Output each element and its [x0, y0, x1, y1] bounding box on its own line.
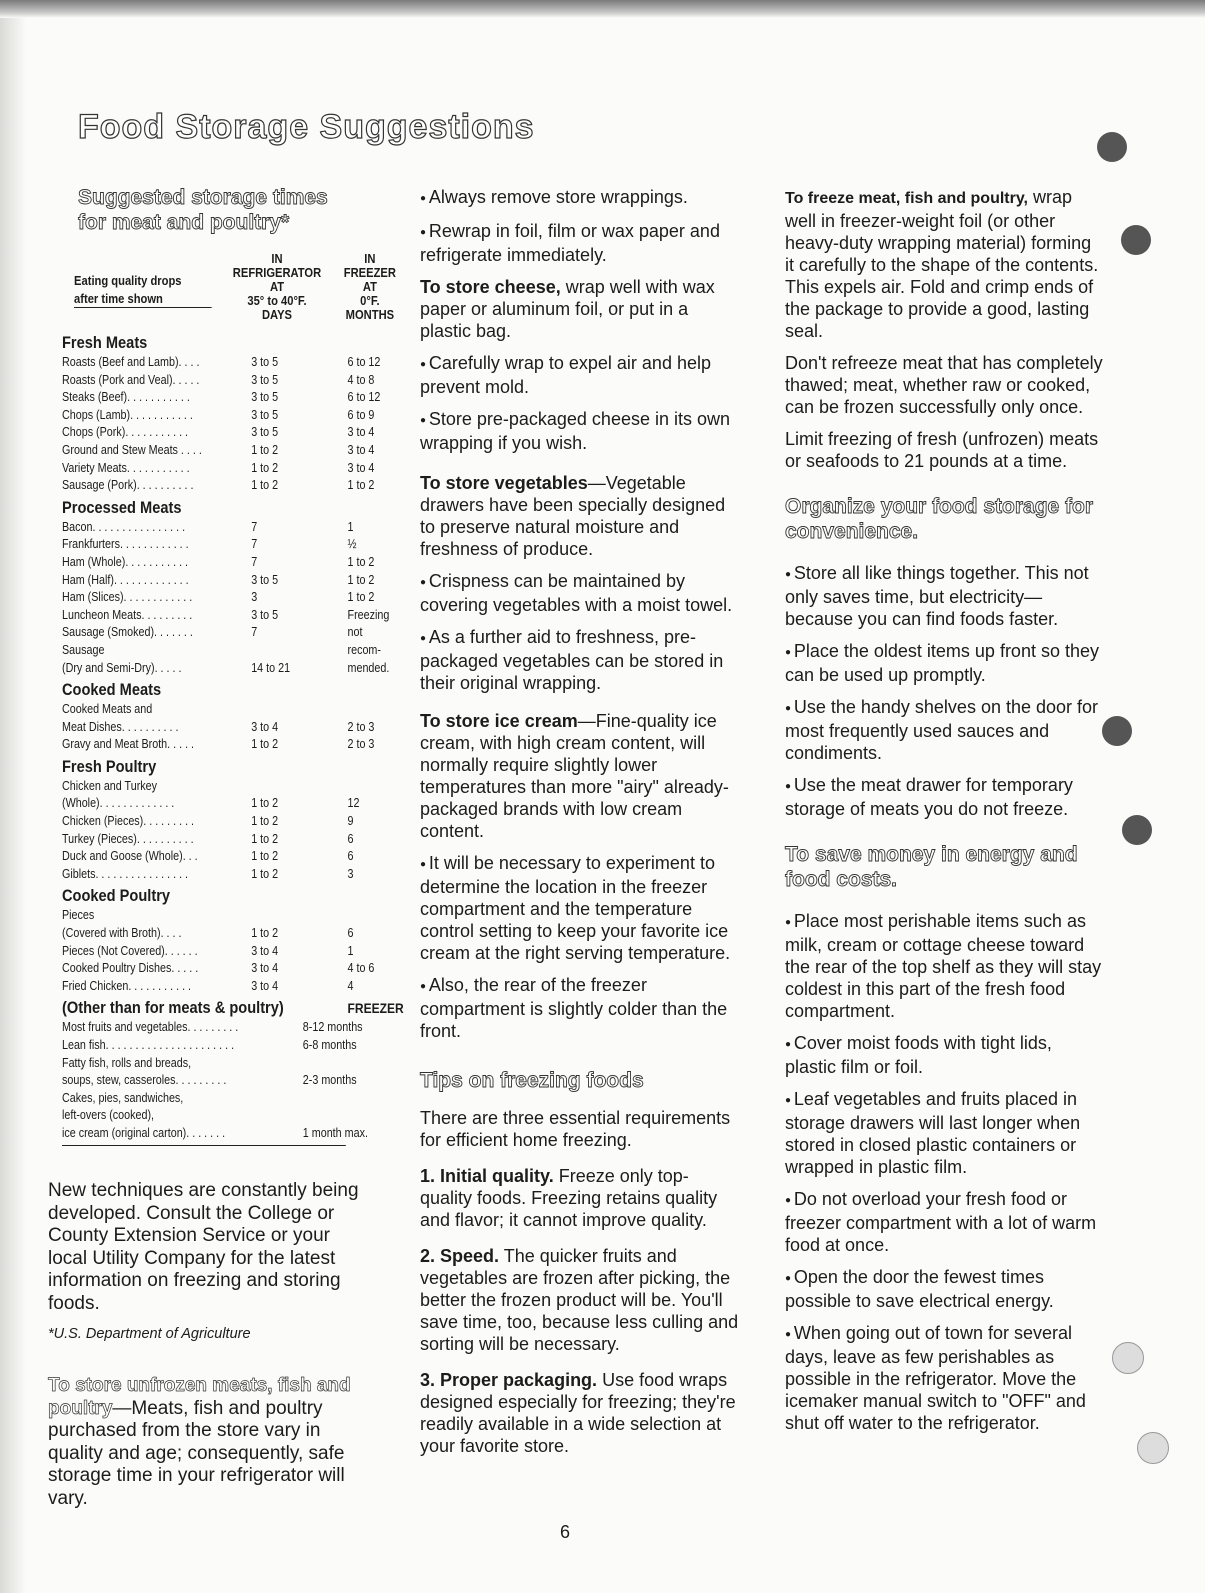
row-item-name: Turkey (Pieces). . . . . . . . . . [62, 831, 194, 846]
row-refrigerator-value: 1 to 2 [251, 831, 279, 846]
bullet-wrap-expel-air: ● Carefully wrap to expel air and help prevent mold. [420, 352, 740, 398]
fresh-poultry-rows [62, 778, 360, 884]
row-freezer-value: mended. [347, 660, 390, 675]
row-refrigerator-value: 7 [251, 554, 258, 569]
section-cooked-meats: Cooked Meats [62, 680, 162, 700]
unfrozen-paragraph [48, 1375, 368, 1510]
freezer-col-in: IN [364, 251, 376, 266]
row-freezer-value: 2 to 3 [347, 737, 375, 752]
bullet-experiment: ● It will be necessary to experiment to determine the location in the freezer compartment and the temperature control setting to keep your favorite ice cream at the right serving temperature. [420, 852, 740, 964]
refrigerator-col-in: IN [271, 251, 283, 266]
row-item-name: Pieces [62, 908, 95, 923]
row-refrigerator-value: 1 month max. [302, 1125, 368, 1140]
page-number: 6 [560, 1522, 571, 1542]
row-freezer-value: 6 to 12 [347, 355, 381, 369]
row-freezer-value: 6 to 12 [347, 390, 381, 405]
table-row [62, 866, 354, 884]
row-freezer-value: 4 to 8 [347, 372, 375, 387]
row-freezer-value: 6 [347, 926, 354, 941]
limit-paragraph: Limit freezing of fresh (unfrozen) meats or seafoods to 21 pounds at a time. [785, 429, 1099, 471]
row-freezer-value: 3 to 4 [347, 425, 375, 440]
table-row [62, 372, 375, 390]
table-row [62, 925, 354, 943]
row-item-name: (Dry and Semi-Dry). . . . . [62, 660, 182, 675]
row-item-name: Frankfurters. . . . . . . . . . . . [62, 537, 189, 552]
refrigerator-col-name: REFRIGERATOR [232, 265, 322, 280]
bullet-freshness: ● As a further aid to freshness, pre-packaged vegetables can be stored in their original wrapping. [420, 626, 740, 694]
table-row [62, 778, 346, 796]
row-item-name: Giblets. . . . . . . . . . . . . . . . [62, 866, 189, 881]
row-freezer-value: 1 to 2 [347, 572, 375, 587]
right-column [785, 186, 1105, 1444]
table-row [62, 442, 375, 460]
middle-column [420, 186, 740, 1467]
row-item-name: (Whole). . . . . . . . . . . . . [62, 796, 175, 811]
cheese-paragraph [420, 276, 740, 342]
tip-packaging [420, 1369, 740, 1457]
freeze-paragraph [785, 186, 1105, 342]
table-row [62, 607, 390, 625]
fresh-meats-rows [62, 354, 381, 495]
table-row [62, 719, 375, 737]
table-row [62, 1125, 368, 1143]
row-freezer-value: 3 to 4 [347, 460, 375, 475]
table-row [62, 554, 375, 572]
bullet-cover-moist: ● Cover moist foods with tight lids, plastic film or foil. [785, 1032, 1105, 1078]
table-row [62, 354, 381, 372]
row-freezer-value: ½ [347, 537, 357, 552]
table-row [62, 960, 375, 978]
table-row [62, 642, 381, 660]
row-refrigerator-value: 14 to 21 [251, 660, 291, 675]
table-row [62, 978, 354, 996]
table-row [62, 519, 354, 537]
binder-hole-mark [1137, 1432, 1169, 1464]
row-item-name: ice cream (original carton). . . . . . . [62, 1125, 226, 1140]
table-row [62, 660, 390, 678]
bullet-like-things: ● Store all like things together. This not only saves time, but electricity—because you can find foods faster. [785, 562, 1105, 630]
other-rows [62, 1019, 368, 1145]
row-item-name: Sausage [62, 642, 105, 657]
row-item-name: Variety Meats. . . . . . . . . . . [62, 460, 190, 475]
ice-cream-lead: To store ice cream [420, 711, 578, 731]
storage-times-heading [78, 185, 398, 235]
row-freezer-value: 6 to 9 [347, 407, 375, 422]
processed-meats-rows [62, 519, 390, 677]
row-refrigerator-value: 3 to 5 [251, 425, 279, 440]
save-money-heading: To save money in energy and food costs. [785, 843, 1078, 891]
cooked-meats-rows [62, 701, 375, 754]
table-row [62, 907, 346, 925]
row-item-name: Pieces (Not Covered). . . . . . [62, 943, 198, 958]
table-row [62, 813, 354, 831]
row-refrigerator-value: 1 to 2 [251, 442, 279, 457]
freezer-col-at: AT [362, 279, 377, 294]
row-freezer-value: 1 [347, 943, 354, 958]
row-item-name: Cooked Meats and [62, 702, 153, 717]
table-row [62, 1037, 357, 1055]
tip-3-text: Use food wraps designed especially for freezing; they're readily available in a wide selection at your favorite store. [420, 1370, 736, 1456]
row-item-name: Cakes, pies, sandwiches, [62, 1090, 184, 1105]
row-refrigerator-value: 3 to 5 [251, 355, 279, 369]
row-freezer-value: 1 to 2 [347, 554, 375, 569]
row-refrigerator-value: 3 to 4 [251, 719, 279, 734]
cheese-lead: To store cheese, [420, 277, 561, 297]
row-freezer-value: 1 to 2 [347, 478, 375, 493]
bullet-open-door: ● Open the door the fewest times possible to save electrical energy. [785, 1266, 1105, 1312]
scan-top-edge [0, 0, 1205, 18]
bullet-rewrap: ● Rewrap in foil, film or wax paper and refrigerate immediately. [420, 220, 740, 266]
section-fresh-meats: Fresh Meats [62, 333, 148, 352]
row-refrigerator-value: 1 to 2 [251, 737, 279, 752]
tip-1-text: Freeze only top-quality foods. Freezing retains quality and flavor; it cannot improve quality. [420, 1166, 718, 1230]
row-refrigerator-value: 3 to 5 [251, 390, 279, 405]
quality-note-line-2: after time shown [74, 290, 163, 306]
vegetables-lead: To store vegetables [420, 473, 588, 493]
row-refrigerator-value: 7 [251, 625, 258, 640]
ice-cream-text: —Fine-quality ice cream, with high cream content, will normally require slightly lower temperatures than more "airy" already-packaged brands with low cream content. [420, 711, 729, 841]
row-freezer-value: 9 [347, 814, 354, 829]
binder-hole-mark [1121, 225, 1151, 255]
row-item-name: Chicken and Turkey [62, 778, 158, 793]
bullet-perishable: ● Place most perishable items such as milk, cream or cottage cheese toward the rear of the top shelf as they will stay coldest in this part of the fresh food compartment. [785, 910, 1105, 1022]
refrigerator-col-at: AT [269, 279, 285, 294]
row-freezer-value: 12 [347, 796, 360, 811]
row-refrigerator-value: 3 to 4 [251, 961, 279, 976]
row-refrigerator-value: 1 to 2 [251, 926, 279, 941]
row-refrigerator-value: 2-3 months [302, 1073, 357, 1088]
row-item-name: Roasts (Beef and Lamb). . . . [62, 355, 200, 369]
bullet-crispness: ● Crispness can be maintained by covering vegetables with a moist towel. [420, 570, 740, 616]
refrigerator-col-unit: DAYS [261, 307, 293, 322]
table-header [62, 250, 396, 330]
left-column [78, 185, 398, 235]
bullet-meat-drawer: ● Use the meat drawer for temporary storage of meats you do not freeze. [785, 774, 1105, 820]
section-cooked-poultry: Cooked Poultry [62, 886, 171, 906]
vegetables-text: —Vegetable drawers have been specially designed to preserve natural moisture and freshness of produce. [420, 473, 726, 559]
row-freezer-value: 6 [347, 831, 354, 846]
table-row [62, 1019, 363, 1037]
row-item-name: (Covered with Broth). . . . [62, 926, 182, 941]
tip-1-lead: 1. Initial quality. [420, 1166, 554, 1186]
table-row [62, 389, 381, 407]
tips-intro: There are three essential requirements for efficient home freezing. [420, 1108, 731, 1150]
table-row [62, 1107, 346, 1125]
binder-hole-mark [1122, 815, 1152, 845]
binder-hole-mark [1102, 716, 1132, 746]
row-refrigerator-value: 3 to 4 [251, 943, 279, 958]
row-refrigerator-value: 3 to 5 [251, 407, 279, 422]
row-refrigerator-value: 1 to 2 [251, 796, 279, 811]
row-refrigerator-value: 3 to 5 [251, 572, 279, 587]
bullet-door-shelves: ● Use the handy shelves on the door for most frequently used sauces and condiments. [785, 696, 1105, 764]
tip-2-text: The quicker fruits and vegetables are frozen after picking, the better the frozen product will be. You'll save time, too, because less culling and sorting will be necessary. [420, 1246, 739, 1354]
row-freezer-value: 4 to 6 [347, 961, 375, 976]
organize-heading: Organize your food storage for convenience. [785, 495, 1094, 543]
storage-table [62, 250, 404, 1146]
row-item-name: Chops (Lamb). . . . . . . . . . . [62, 407, 193, 422]
page-title: Food Storage Suggestions [78, 108, 535, 146]
table-row [62, 795, 360, 813]
table-row [62, 424, 375, 442]
row-item-name: Ham (Slices). . . . . . . . . . . . [62, 590, 193, 605]
row-refrigerator-value: 1 to 2 [251, 478, 279, 493]
refrigerator-col-temp: 35° to 40°F. [247, 293, 307, 308]
row-freezer-value: not [347, 625, 363, 640]
row-freezer-value: 2 to 3 [347, 719, 375, 734]
section-processed-meats: Processed Meats [62, 497, 182, 517]
ice-cream-paragraph [420, 710, 740, 842]
bullet-oldest-items: ● Place the oldest items up front so they can be used up promptly. [785, 640, 1105, 686]
row-item-name: Lean fish. . . . . . . . . . . . . . . . . . . . . . [62, 1038, 235, 1052]
row-freezer-value: recom- [347, 642, 381, 657]
row-item-name: Gravy and Meat Broth. . . . . [62, 737, 195, 752]
row-item-name: Ground and Stew Meats . . . . [62, 442, 202, 457]
row-refrigerator-value: 3 to 5 [251, 372, 279, 387]
freezer-col-name: FREEZER [343, 265, 396, 280]
row-refrigerator-value: 7 [251, 519, 258, 534]
row-item-name: Luncheon Meats. . . . . . . . . [62, 607, 193, 622]
tip-speed [420, 1245, 740, 1355]
bullet-rear-colder: ● Also, the rear of the freezer compartment is slightly colder than the front. [420, 974, 740, 1042]
row-freezer-value: 4 [347, 978, 354, 993]
usda-citation: *U.S. Department of Agriculture [48, 1326, 251, 1342]
table-row [62, 943, 354, 961]
unfrozen-text: —Meats, fish and poultry purchased from the store vary in quality and age; consequently, safe storage time in your refrigerator will vary. [48, 1397, 345, 1509]
row-refrigerator-value: 1 to 2 [251, 460, 279, 475]
heading-line-1: Suggested storage times [78, 186, 328, 209]
section-other [62, 997, 404, 1019]
row-item-name: Fried Chicken. . . . . . . . . . . [62, 978, 192, 993]
row-refrigerator-value: 3 [251, 590, 258, 605]
table-row [62, 1055, 346, 1073]
cooked-poultry-rows [62, 907, 375, 995]
refreeze-paragraph: Don't refreeze meat that has completely thawed; meat, whether raw or cooked, can be frozen successfully only once. [785, 353, 1103, 417]
tip-3-lead: 3. Proper packaging. [420, 1370, 598, 1390]
row-refrigerator-value: 6-8 months [302, 1038, 357, 1052]
freezer-col-temp: 0°F. [360, 293, 380, 308]
row-freezer-value: 1 [347, 519, 354, 534]
row-refrigerator-value: 3 to 4 [251, 978, 279, 993]
row-item-name: left-overs (cooked), [62, 1108, 155, 1123]
table-row [62, 477, 375, 495]
row-freezer-value: Freezing [347, 607, 390, 622]
row-item-name: soups, stew, casseroles. . . . . . . . . [62, 1073, 227, 1088]
row-item-name: Fatty fish, rolls and breads, [62, 1055, 192, 1070]
tips-heading: Tips on freezing foods [420, 1069, 644, 1092]
row-item-name: Meat Dishes. . . . . . . . . . [62, 719, 179, 734]
bullet-out-of-town: ● When going out of town for several days, leave as few perishables as possible in the refrigerator. Move the icemaker manual switch to "OFF" and shut off water to the refrigerator. [785, 1322, 1105, 1434]
tip-2-lead: 2. Speed. [420, 1246, 500, 1266]
row-item-name: Ham (Whole). . . . . . . . . . . [62, 554, 189, 569]
row-item-name: Ham (Half). . . . . . . . . . . . . [62, 572, 189, 587]
other-heading: (Other than for meats & poultry) [62, 998, 284, 1018]
unfrozen-heading: To store unfrozen meats, fish and poultry [48, 1375, 351, 1419]
row-item-name: Sausage (Smoked). . . . . . . [62, 625, 193, 640]
left-bottom-text [48, 1180, 368, 1520]
heading-line-2: for meat and poultry* [78, 211, 290, 234]
row-item-name: Chicken (Pieces). . . . . . . . . [62, 814, 195, 829]
row-refrigerator-value: 8-12 months [302, 1020, 363, 1035]
row-item-name: Roasts (Pork and Veal). . . . . [62, 372, 200, 387]
freeze-lead: To freeze meat, fish and poultry, [785, 190, 1028, 207]
row-refrigerator-value: 1 to 2 [251, 814, 279, 829]
row-refrigerator-value: 1 to 2 [251, 866, 279, 881]
section-fresh-poultry: Fresh Poultry [62, 756, 157, 776]
table-row [62, 624, 363, 642]
table-row [62, 1072, 357, 1090]
table-row [62, 831, 354, 849]
binder-hole-mark [1112, 1342, 1144, 1374]
row-refrigerator-value: 7 [251, 537, 258, 552]
table-row [62, 460, 375, 478]
quality-note-line-1: Eating quality drops [74, 273, 182, 288]
table-row [62, 1090, 346, 1108]
new-techniques-text: New techniques are constantly being developed. Consult the College or County Extension Service or your local Utility Company for the latest information on freezing and storing foods. [48, 1180, 359, 1314]
vegetables-paragraph [420, 472, 740, 560]
row-item-name: Cooked Poultry Dishes. . . . . [62, 961, 199, 976]
row-item-name: Chops (Pork). . . . . . . . . . . [62, 425, 189, 440]
row-item-name: Sausage (Pork). . . . . . . . . . [62, 478, 194, 493]
table-row [62, 572, 375, 590]
row-item-name: Bacon. . . . . . . . . . . . . . . . [62, 519, 186, 534]
table-row [62, 536, 357, 554]
table-row [62, 736, 375, 754]
bullet-do-not-overload: ● Do not overload your fresh food or freezer compartment with a lot of warm food at once. [785, 1188, 1105, 1256]
table-row [62, 848, 354, 866]
cheese-text: wrap well with wax paper or aluminum foil, or put in a plastic bag. [420, 277, 715, 341]
tip-initial-quality [420, 1165, 740, 1231]
row-freezer-value: 3 [347, 866, 354, 881]
table-row [62, 589, 375, 607]
table-row [62, 701, 346, 719]
row-item-name: Most fruits and vegetables. . . . . . . . . [62, 1020, 239, 1035]
bullet-leaf-vegetables: ● Leaf vegetables and fruits placed in storage drawers will last longer when stored in closed plastic containers or wrapped in plastic film. [785, 1088, 1105, 1178]
row-item-name: Duck and Goose (Whole). . . [62, 849, 198, 864]
row-freezer-value: 6 [347, 849, 354, 864]
row-freezer-value: 1 to 2 [347, 590, 375, 605]
row-refrigerator-value: 1 to 2 [251, 849, 279, 864]
table-row [62, 407, 375, 425]
binder-hole-mark [1097, 132, 1127, 162]
bullet-remove-wrappings: ● Always remove store wrappings. [420, 186, 740, 210]
other-freezer-label: FREEZER [347, 1000, 404, 1017]
freeze-text: wrap well in freezer-weight foil (or other heavy-duty wrapping material) forming it carefully to the shape of the contents. This expels air. Fold and crimp ends of the package to provide a good, lasting seal. [785, 187, 1099, 341]
freezer-col-unit: MONTHS [345, 307, 395, 322]
row-item-name: Steaks (Beef). . . . . . . . . . . [62, 390, 190, 405]
row-freezer-value: 3 to 4 [347, 442, 375, 457]
scan-left-edge [0, 18, 26, 1593]
bullet-pre-packaged-cheese: ● Store pre-packaged cheese in its own wrapping if you wish. [420, 408, 740, 454]
row-refrigerator-value: 3 to 5 [251, 607, 279, 622]
